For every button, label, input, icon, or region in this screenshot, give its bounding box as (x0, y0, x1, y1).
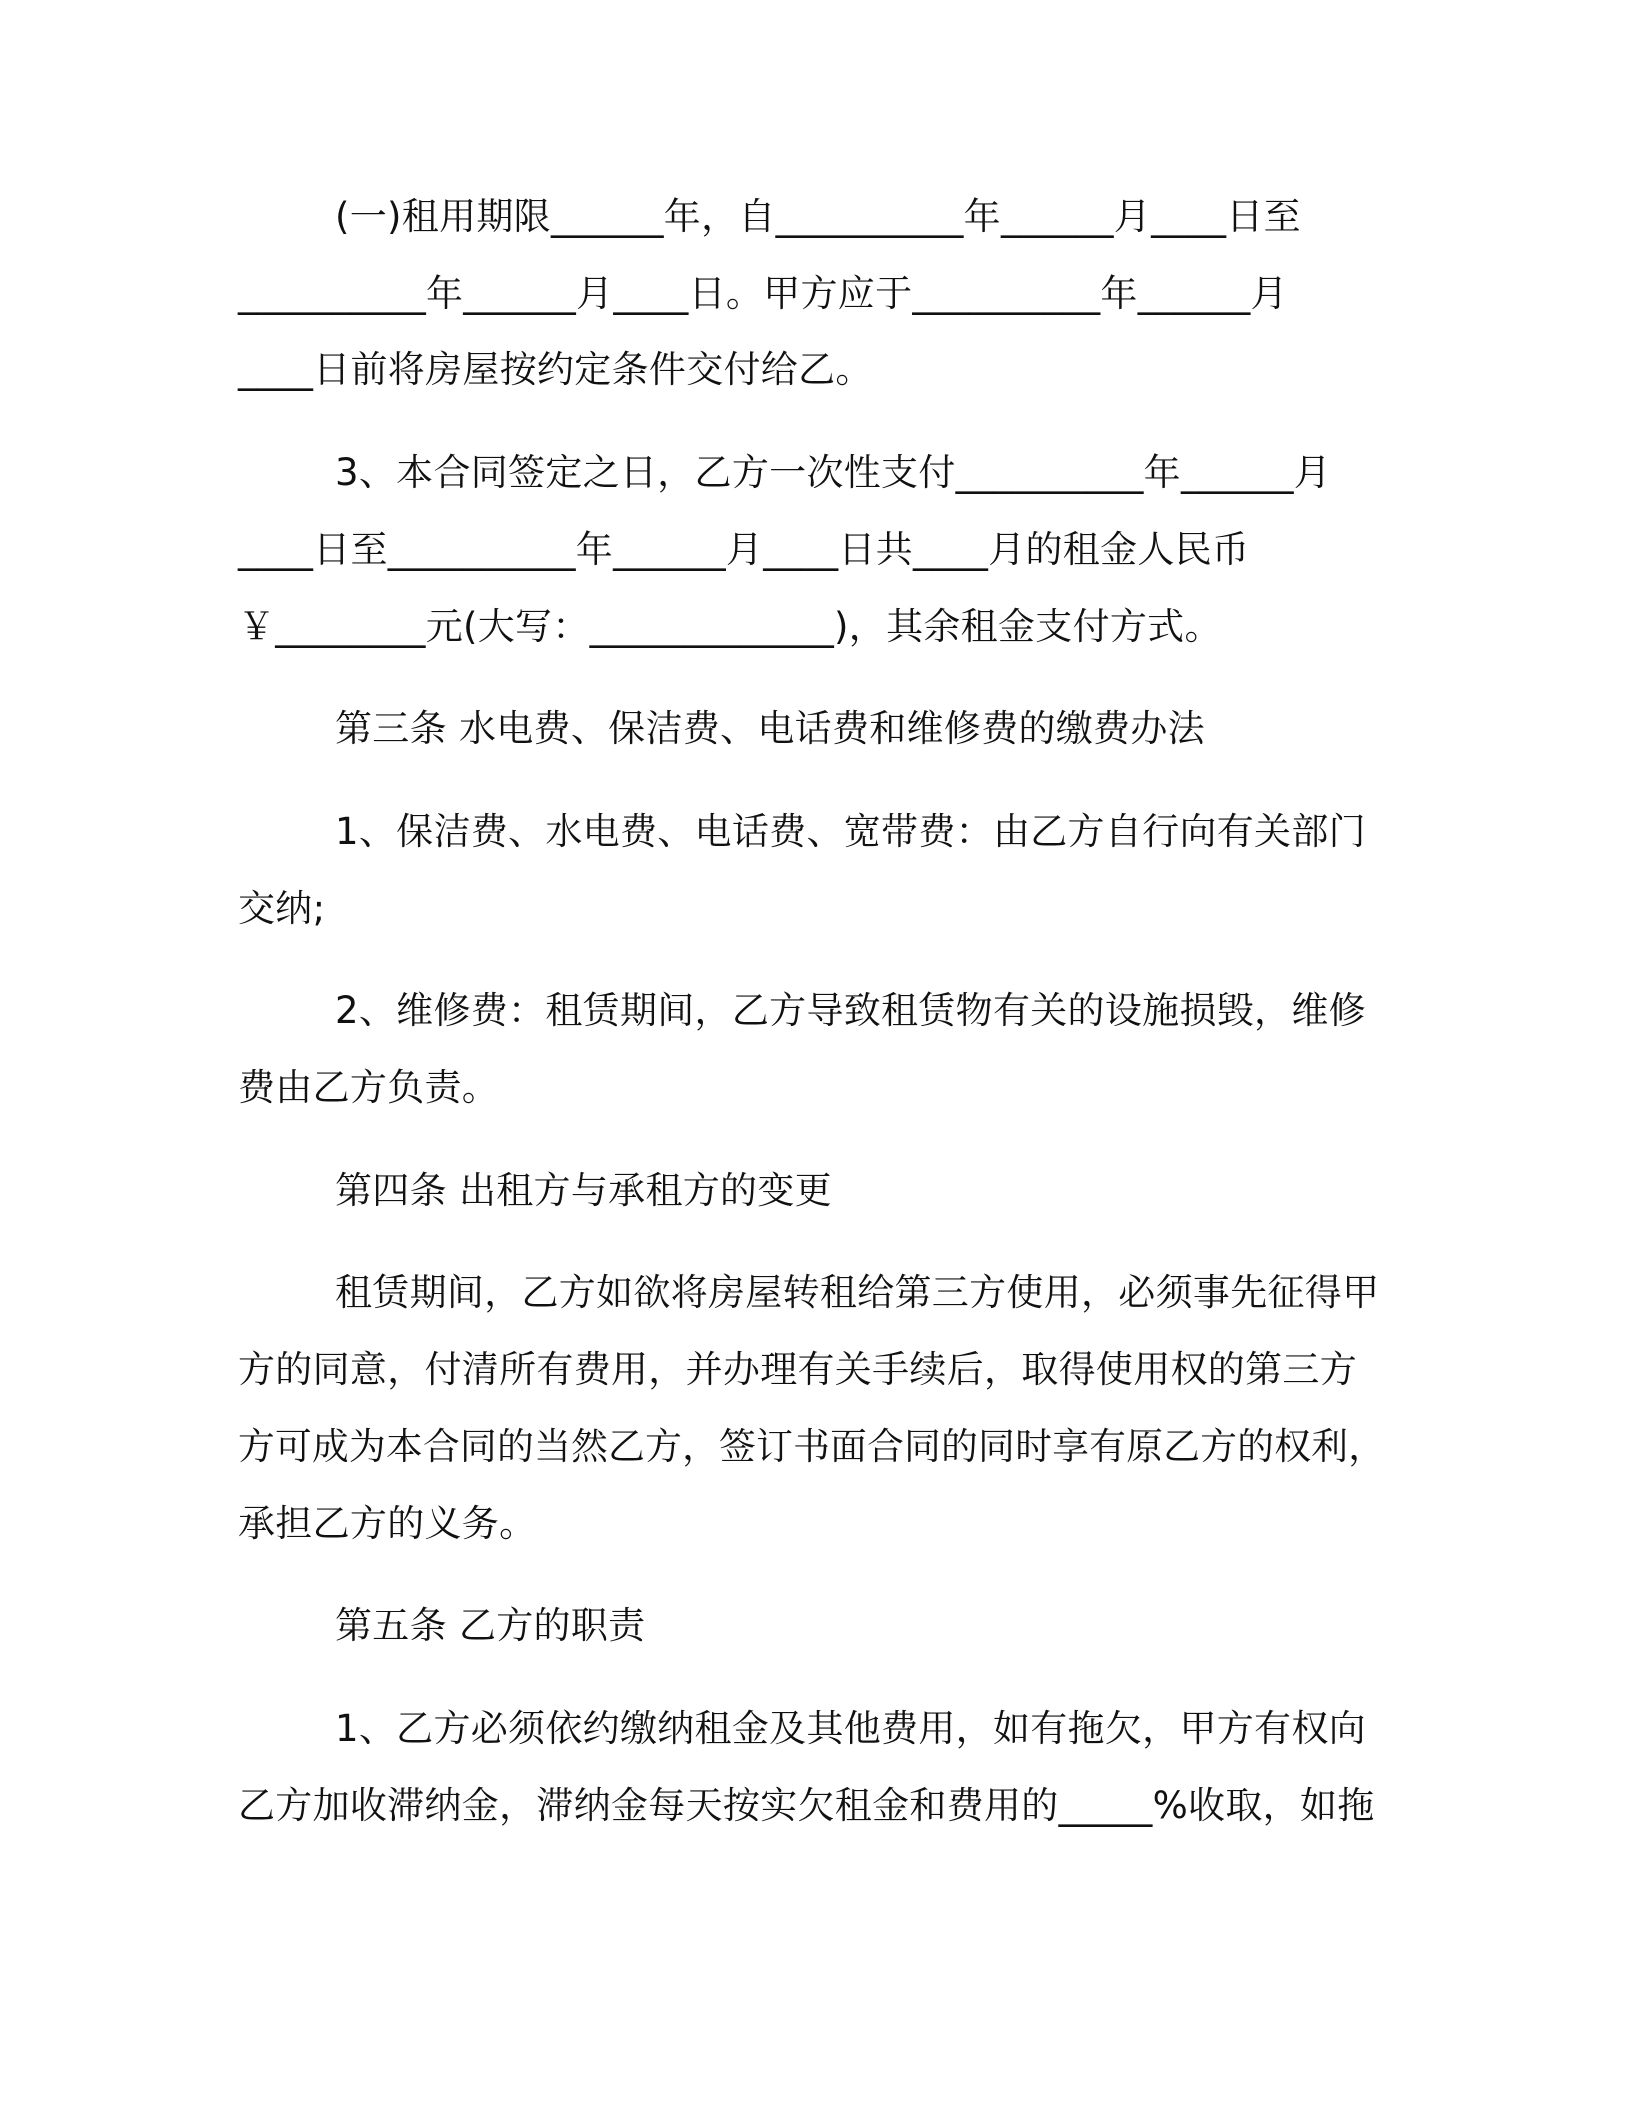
text-line: ____日前将房屋按约定条件交付给乙。 (238, 348, 873, 391)
text-line: (一)租用期限______年，自__________年______月____日至 (335, 195, 1301, 238)
text-line: 租赁期间，乙方如欲将房屋转租给第三方使用，必须事先征得甲 (335, 1271, 1380, 1314)
text-line: __________年______月____日。甲方应于__________年______月 (238, 272, 1288, 315)
section-heading: 第五条 乙方的职责 (335, 1604, 646, 1647)
text-line: 2、维修费：租赁期间，乙方导致租赁物有关的设施损毁，维修 (335, 989, 1366, 1032)
text-line: 方的同意，付清所有费用，并办理有关手续后，取得使用权的第三方 (238, 1348, 1357, 1391)
text-line: ____日至__________年______月____日共____月的租金人民币 (238, 528, 1250, 571)
text-line: 3、本合同签定之日，乙方一次性支付__________年______月 (335, 451, 1332, 494)
text-line: 1、乙方必须依约缴纳租金及其他费用，如有拖欠，甲方有权向 (335, 1707, 1366, 1750)
section-heading: 第三条 水电费、保洁费、电话费和维修费的缴费办法 (335, 707, 1205, 750)
text-line: 费由乙方负责。 (238, 1066, 500, 1109)
text-line: 乙方加收滞纳金，滞纳金每天按实欠租金和费用的_____%收取，如拖 (238, 1784, 1375, 1827)
text-line: 交纳; (238, 887, 326, 930)
section-heading: 第四条 出租方与承租方的变更 (335, 1169, 832, 1212)
text-line: 承担乙方的义务。 (238, 1502, 537, 1545)
text-line: 方可成为本合同的当然乙方，签订书面合同的同时享有原乙方的权利， (238, 1425, 1386, 1468)
text-line: ￥________元(大写：_____________)，其余租金支付方式。 (238, 605, 1222, 648)
text-line: 1、保洁费、水电费、电话费、宽带费：由乙方自行向有关部门 (335, 810, 1366, 853)
